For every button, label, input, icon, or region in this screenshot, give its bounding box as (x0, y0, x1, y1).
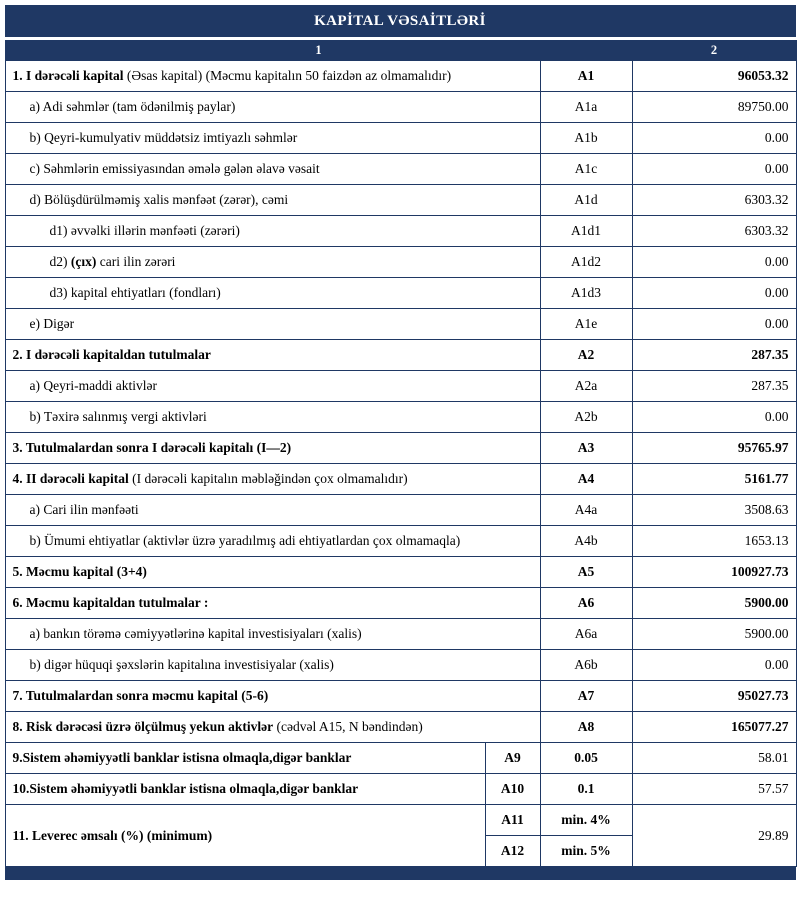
row-label (5, 92, 540, 123)
row-label-bold-text: 11. Leverec əmsalı (%) (minimum) (12, 827, 213, 843)
row-value: 6303.32 (632, 185, 796, 216)
row-label (5, 464, 540, 495)
row-code: A5 (540, 557, 632, 588)
table-row (5, 309, 796, 340)
table-row (5, 774, 796, 805)
table-row (5, 371, 796, 402)
row-label-bold-text: 7. Tutulmalardan sonra məcmu kapital (5-6) (12, 688, 269, 703)
table-title: KAPİTAL VƏSAİTLƏRİ (5, 5, 796, 37)
row-code: A2b (540, 402, 632, 433)
row-label-text: d) Bölüşdürülməmiş xalis mənfəət (zərər), cəmi (29, 192, 289, 207)
row-value: 0.00 (632, 650, 796, 681)
row-code: A6 (540, 588, 632, 619)
row-label (5, 526, 540, 557)
table-row (5, 154, 796, 185)
row-value: 287.35 (632, 340, 796, 371)
row-label (5, 340, 540, 371)
row-code: A1e (540, 309, 632, 340)
row-value: 89750.00 (632, 92, 796, 123)
row-label-bold-text: (çıx) (70, 254, 97, 269)
row-mid-value: min. 5% (540, 836, 632, 867)
table-row (5, 216, 796, 247)
row-code: A4a (540, 495, 632, 526)
table-row (5, 340, 796, 371)
table-row (5, 185, 796, 216)
table-row (5, 650, 796, 681)
row-label-text: b) Ümumi ehtiyatlar (aktivlər üzrə yaradılmış adi ehtiyatlardan çox olmamaqla) (29, 533, 461, 548)
row-code: A4b (540, 526, 632, 557)
row-code: A1c (540, 154, 632, 185)
row-label (5, 433, 540, 464)
row-code: A1d1 (540, 216, 632, 247)
row-code: A7 (540, 681, 632, 712)
row-value: 5900.00 (632, 619, 796, 650)
row-label (5, 216, 540, 247)
row-label (5, 309, 540, 340)
row-code: A2a (540, 371, 632, 402)
row-label-text: e) Digər (29, 316, 75, 331)
row-label (5, 712, 540, 743)
row-code: A1b (540, 123, 632, 154)
table-row (5, 433, 796, 464)
row-value: 0.00 (632, 247, 796, 278)
row-value: 95027.73 (632, 681, 796, 712)
row-label-bold-text: 8. Risk dərəcəsi üzrə ölçülmuş yekun aktivlər (12, 719, 274, 734)
row-value: 0.00 (632, 154, 796, 185)
row-code: A3 (540, 433, 632, 464)
row-label (5, 650, 540, 681)
row-label (5, 154, 540, 185)
row-label-bold-text: 6. Məcmu kapitaldan tutulmalar : (12, 595, 209, 610)
row-mid-value: 0.1 (540, 774, 632, 805)
row-label-text: c) Səhmlərin emissiyasından əmələ gələn əlavə vəsait (29, 161, 320, 176)
row-mid-value: min. 4% (540, 805, 632, 836)
row-label-text: (Əsas kapital) (Məcmu kapitalın 50 faizdən az olmamalıdır) (123, 68, 452, 83)
row-label (5, 123, 540, 154)
row-value: 0.00 (632, 402, 796, 433)
table-row (5, 247, 796, 278)
row-label (5, 588, 540, 619)
table-row (5, 619, 796, 650)
row-code: A1d3 (540, 278, 632, 309)
row-label-bold-text: 9.Sistem əhəmiyyətli banklar istisna olmaqla,digər banklar (12, 750, 352, 765)
capital-table (5, 40, 797, 867)
row-value: 96053.32 (632, 61, 796, 92)
row-code: A12 (485, 836, 540, 867)
table-row (5, 278, 796, 309)
capital-table-container (5, 5, 796, 880)
row-label-text: (cədvəl A15, N bəndindən) (273, 719, 423, 734)
row-value: 3508.63 (632, 495, 796, 526)
row-label-text: a) bankın törəmə cəmiyyətlərinə kapital investisiyaları (xalis) (29, 626, 362, 641)
row-code: A8 (540, 712, 632, 743)
row-value: 0.00 (632, 123, 796, 154)
row-label-bold-text: 4. II dərəcəli kapital (12, 471, 129, 486)
row-code: A1d (540, 185, 632, 216)
row-value: 5900.00 (632, 588, 796, 619)
row-label (5, 774, 485, 805)
row-value: 6303.32 (632, 216, 796, 247)
row-value: 58.01 (632, 743, 796, 774)
row-label (5, 185, 540, 216)
row-value: 5161.77 (632, 464, 796, 495)
table-footer-bar (5, 867, 796, 880)
table-row (5, 805, 796, 836)
row-label-text: (I dərəcəli kapitalın məbləğindən çox olmamalıdır) (128, 471, 408, 486)
row-label-text: b) digər hüquqi şəxslərin kapitalına investisiyalar (xalis) (29, 657, 334, 672)
row-label-text: d3) kapital ehtiyatları (fondları) (49, 285, 221, 300)
row-code: A1 (540, 61, 632, 92)
row-label (5, 495, 540, 526)
capital-table-body (5, 61, 796, 867)
row-label (5, 402, 540, 433)
row-label-text: a) Qeyri-maddi aktivlər (29, 378, 157, 393)
row-label (5, 371, 540, 402)
table-row (5, 557, 796, 588)
table-row (5, 681, 796, 712)
row-label (5, 278, 540, 309)
table-row (5, 402, 796, 433)
row-code: A1a (540, 92, 632, 123)
row-label-text: d2) (49, 254, 71, 269)
table-row (5, 464, 796, 495)
row-label-text: a) Adi səhmlər (tam ödənilmiş paylar) (29, 99, 236, 114)
row-label (5, 743, 485, 774)
row-label (5, 619, 540, 650)
row-label (5, 805, 485, 867)
row-value: 165077.27 (632, 712, 796, 743)
row-label (5, 247, 540, 278)
row-value: 0.00 (632, 278, 796, 309)
row-label-text: d1) əvvəlki illərin mənfəəti (zərəri) (49, 223, 240, 238)
column-header-row (5, 41, 796, 61)
row-code: A9 (485, 743, 540, 774)
row-code: A11 (485, 805, 540, 836)
table-row (5, 123, 796, 154)
row-label-bold-text: 1. I dərəcəli kapital (12, 68, 124, 83)
row-value: 287.35 (632, 371, 796, 402)
row-label-text: b) Təxirə salınmış vergi aktivləri (29, 409, 207, 424)
row-label-bold-text: 3. Tutulmalardan sonra I dərəcəli kapitalı (I—2) (12, 440, 292, 455)
row-value: 29.89 (632, 805, 796, 867)
row-mid-value: 0.05 (540, 743, 632, 774)
row-code: A2 (540, 340, 632, 371)
row-label-bold-text: 10.Sistem əhəmiyyətli banklar istisna olmaqla,digər banklar (12, 781, 359, 796)
table-row (5, 92, 796, 123)
row-label (5, 61, 540, 92)
row-value: 57.57 (632, 774, 796, 805)
row-label-bold-text: 2. I dərəcəli kapitaldan tutulmalar (12, 347, 211, 362)
row-value: 1653.13 (632, 526, 796, 557)
row-label (5, 557, 540, 588)
column-header-2: 2 (632, 41, 796, 61)
row-value: 0.00 (632, 309, 796, 340)
row-label-bold-text: 5. Məcmu kapital (3+4) (12, 564, 147, 579)
table-row (5, 743, 796, 774)
row-value: 100927.73 (632, 557, 796, 588)
row-label-text: cari ilin zərəri (96, 254, 176, 269)
row-value: 95765.97 (632, 433, 796, 464)
row-code: A6a (540, 619, 632, 650)
table-row (5, 61, 796, 92)
table-row (5, 526, 796, 557)
row-code: A1d2 (540, 247, 632, 278)
row-label (5, 681, 540, 712)
row-code: A4 (540, 464, 632, 495)
row-code: A6b (540, 650, 632, 681)
row-label-text: a) Cari ilin mənfəəti (29, 502, 139, 517)
table-row (5, 588, 796, 619)
column-header-1: 1 (5, 41, 632, 61)
table-row (5, 712, 796, 743)
table-row (5, 495, 796, 526)
row-label-text: b) Qeyri-kumulyativ müddətsiz imtiyazlı səhmlər (29, 130, 298, 145)
row-code: A10 (485, 774, 540, 805)
